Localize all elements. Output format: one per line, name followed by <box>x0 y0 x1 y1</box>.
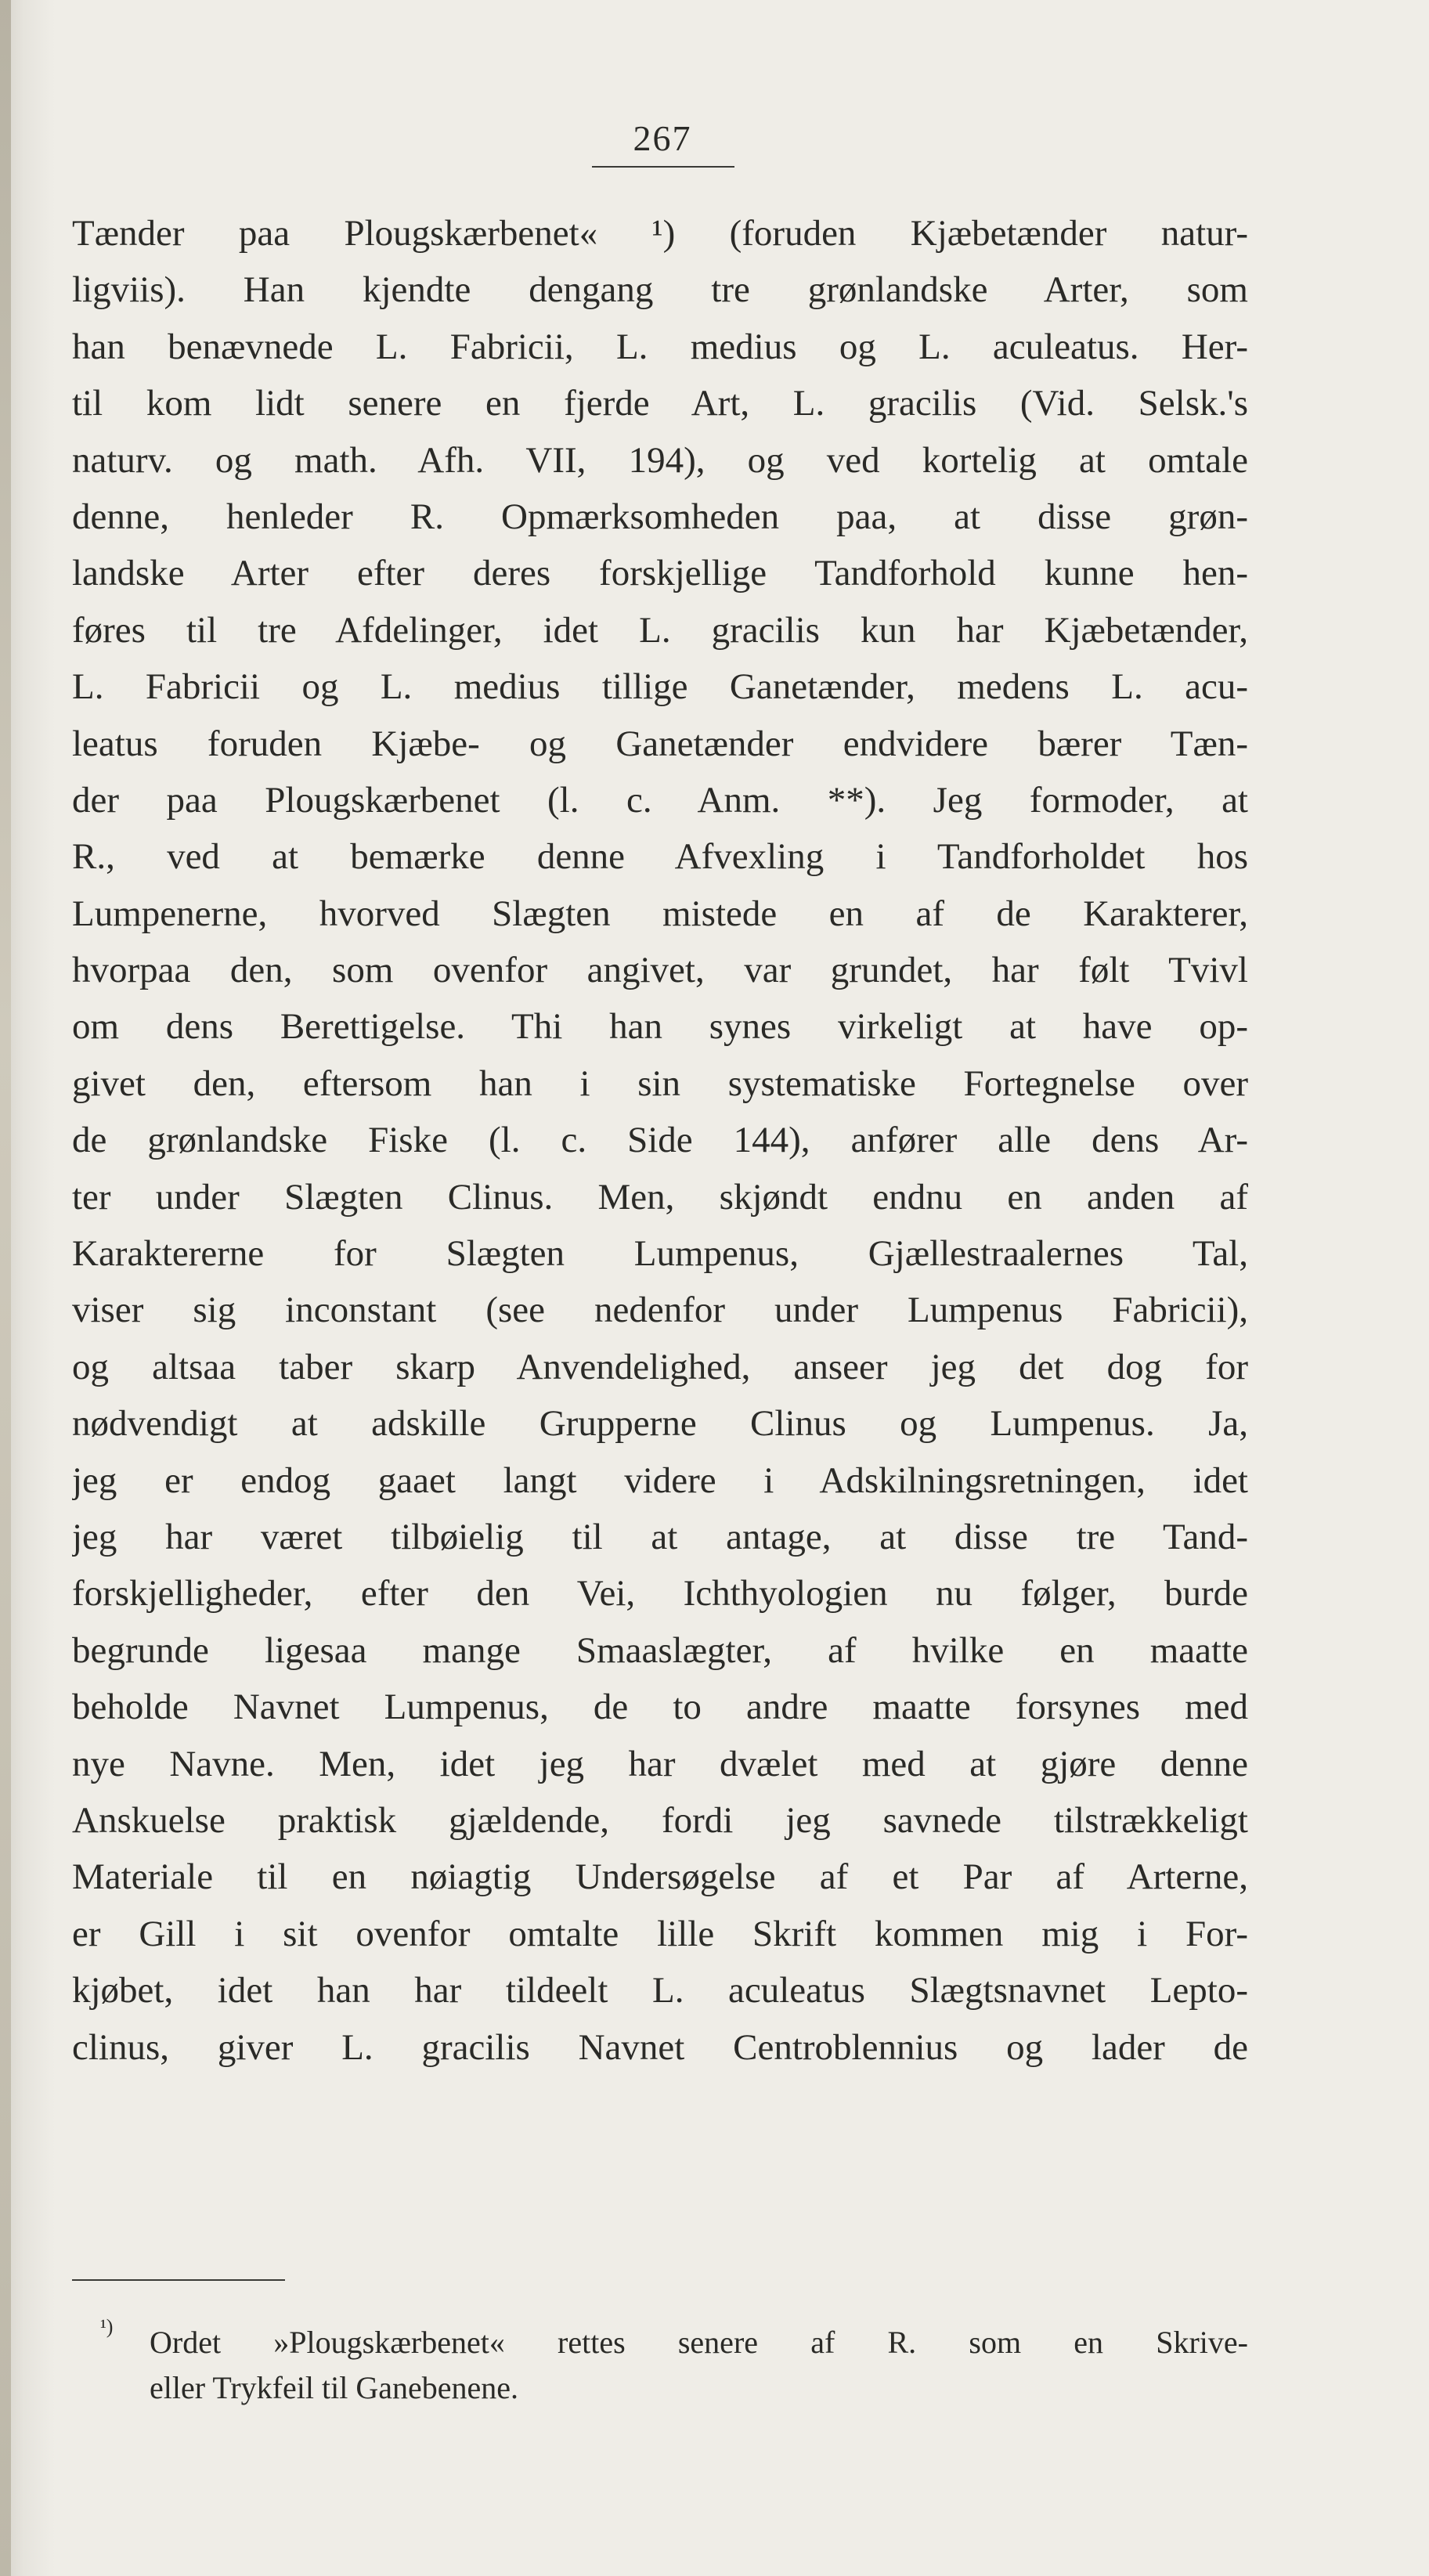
text-line: begrunde ligesaa mange Smaaslægter, af hvilke en maatte <box>72 1629 1248 1671</box>
text-line: givet den, eftersom han i sin systematiske Fortegnelse over <box>72 1063 1248 1104</box>
text-line: er Gill i sit ovenfor omtalte lille Skrift kommen mig i For- <box>72 1913 1248 1954</box>
text-line: denne, henleder R. Opmærksomheden paa, at disse grøn- <box>72 496 1248 537</box>
text-line: ter under Slægten Clinus. Men, skjøndt endnu en anden af <box>72 1176 1248 1218</box>
binding-gutter-shadow <box>0 0 11 2576</box>
text-line: hvorpaa den, som ovenfor angivet, var grundet, har følt Tvivl <box>72 950 1248 991</box>
text-line: Materiale til en nøiagtig Undersøgelse af et Par af Arterne, <box>72 1856 1248 1898</box>
page-number: 267 <box>633 118 692 158</box>
text-line: leatus foruden Kjæbe- og Ganetænder endvidere bærer Tæn- <box>72 723 1248 764</box>
main-text-block <box>72 205 1248 2076</box>
text-line: der paa Plougskærbenet (l. c. Anm. **). Jeg formoder, at <box>72 779 1248 821</box>
footnote-marker: ¹) <box>100 2315 114 2338</box>
text-line: jeg er endog gaaet langt videre i Adskilningsretningen, idet <box>72 1459 1248 1501</box>
footnote-line: eller Trykfeil til Ganebenene. <box>150 2370 518 2405</box>
text-line: clinus, giver L. gracilis Navnet Centroblennius og lader de <box>72 2026 1248 2068</box>
text-line: om dens Berettigelse. Thi han synes virkeligt at have op- <box>72 1006 1248 1048</box>
text-line: naturv. og math. Afh. VII, 194), og ved kortelig at omtale <box>72 439 1248 481</box>
text-line: til kom lidt senere en fjerde Art, L. gracilis (Vid. Selsk.'s <box>72 383 1248 424</box>
text-line: og altsaa taber skarp Anvendelighed, anseer jeg det dog for <box>72 1346 1248 1387</box>
text-line: forskjelligheder, efter den Vei, Ichthyologien nu følger, burde <box>72 1573 1248 1615</box>
text-line: viser sig inconstant (see nedenfor under Lumpenus Fabricii), <box>72 1290 1248 1331</box>
text-line: Lumpenerne, hvorved Slægten mistede en af de Karakterer, <box>72 893 1248 934</box>
text-line: Tænder paa Plougskærbenet« ¹) (foruden Kjæbetænder natur- <box>72 213 1248 254</box>
text-line: jeg har været tilbøielig til at antage, at disse tre Tand- <box>72 1516 1248 1557</box>
text-line: R., ved at bemærke denne Afvexling i Tandforholdet hos <box>72 836 1248 878</box>
text-line: nye Navne. Men, idet jeg har dvælet med at gjøre denne <box>72 1743 1248 1784</box>
text-line: kjøbet, idet han har tildeelt L. aculeatus Slægtsnavnet Lepto- <box>72 1970 1248 2011</box>
page-number-underline <box>592 166 734 168</box>
footnote-separator <box>72 2279 285 2281</box>
footnote-line: Ordet »Plougskærbenet« rettes senere af R. som en Skrive- <box>150 2325 1248 2360</box>
text-line: L. Fabricii og L. medius tillige Ganetænder, medens L. acu- <box>72 666 1248 708</box>
text-line: landske Arter efter deres forskjellige Tandforhold kunne hen- <box>72 553 1248 594</box>
text-line: Karaktererne for Slægten Lumpenus, Gjællestraalernes Tal, <box>72 1233 1248 1275</box>
text-line: nødvendigt at adskille Grupperne Clinus og Lumpenus. Ja, <box>72 1403 1248 1445</box>
text-line: han benævnede L. Fabricii, L. medius og L. aculeatus. Her- <box>72 326 1248 367</box>
text-line: beholde Navnet Lumpenus, de to andre maatte forsynes med <box>72 1687 1248 1728</box>
text-line: ligviis). Han kjendte dengang tre grønlandske Arter, som <box>72 269 1248 311</box>
text-line: de grønlandske Fiske (l. c. Side 144), anfører alle dens Ar- <box>72 1120 1248 1161</box>
text-line: Anskuelse praktisk gjældende, fordi jeg savnede tilstrækkeligt <box>72 1799 1248 1841</box>
text-line: føres til tre Afdelinger, idet L. gracilis kun har Kjæbetænder, <box>72 609 1248 651</box>
footnote <box>100 2315 1248 2411</box>
